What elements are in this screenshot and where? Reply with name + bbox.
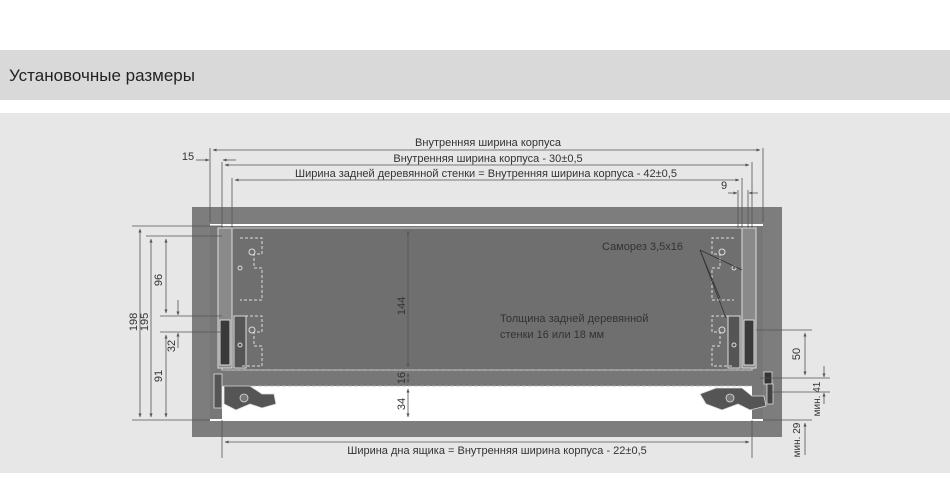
section-title: Установочные размеры (9, 66, 195, 85)
dim-96: 96 (153, 273, 165, 287)
dim-15: 15 (181, 151, 195, 163)
label-back-wall-width: Ширина задней деревянной стенки = Внутренняя ширина корпуса - 42±0,5 (295, 168, 677, 180)
label-screw: Саморез 3,5x16 (602, 241, 683, 253)
dim-16: 16 (396, 371, 408, 385)
dim-144: 144 (396, 296, 408, 316)
label-inner-width: Внутренняя ширина корпуса (415, 137, 561, 149)
label-back-thickness-line2: стенки 16 или 18 мм (500, 329, 605, 341)
dim-198: 198 (128, 312, 140, 332)
label-back-thickness-line1: Толщина задней деревянной (500, 313, 649, 325)
dim-50: 50 (791, 347, 803, 361)
dim-32: 32 (166, 339, 178, 353)
dim-91: 91 (153, 369, 165, 383)
dim-min29: мин. 29 (792, 422, 803, 458)
drawer-bottom (222, 386, 752, 420)
dim-195: 195 (139, 312, 151, 332)
label-inner-width-minus30: Внутренняя ширина корпуса - 30±0,5 (393, 153, 583, 165)
dim-9: 9 (720, 180, 728, 192)
dim-34: 34 (396, 397, 408, 411)
dim-min41: мин. 41 (812, 381, 823, 417)
label-bottom-width: Ширина дна ящика = Внутренняя ширина корпуса - 22±0,5 (347, 445, 647, 457)
